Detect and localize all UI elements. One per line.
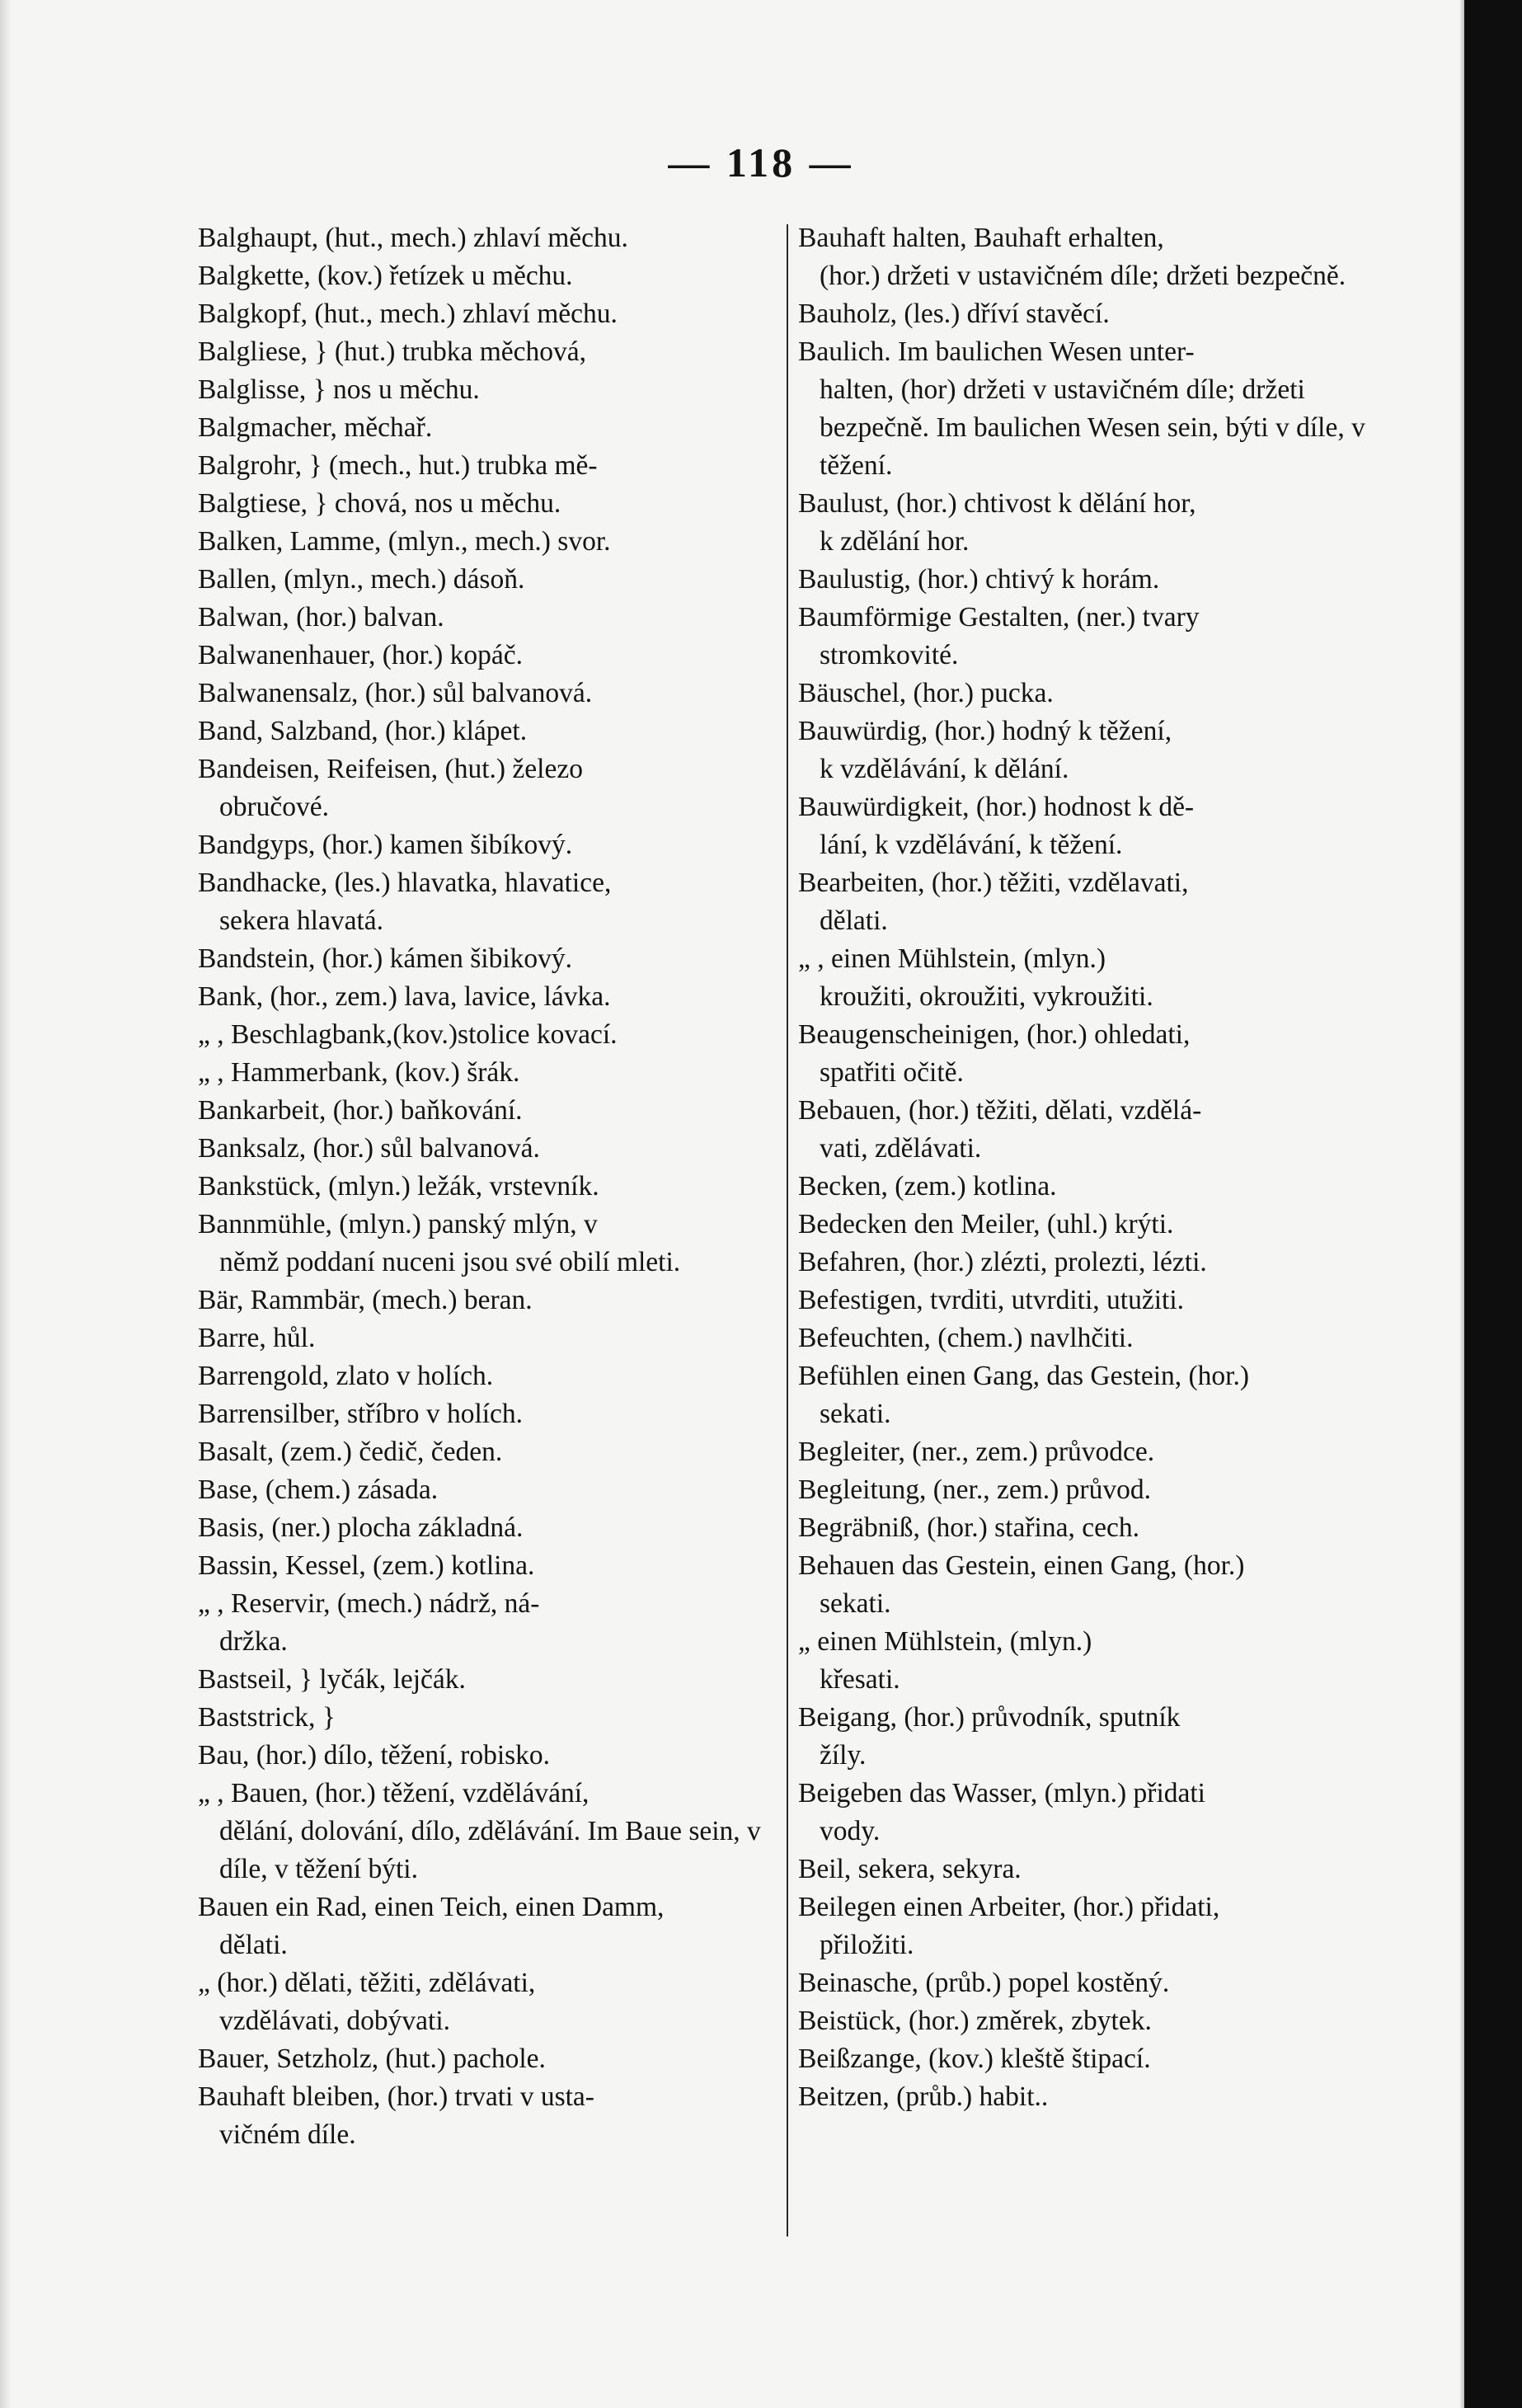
dictionary-entry [798, 1319, 1374, 1357]
entry-continuation: obručové. [219, 792, 330, 822]
entry-text: Balwan, (hor.) balvan. [198, 602, 444, 633]
entry-continuation: držka. [219, 1626, 288, 1657]
entry-text: Bankarbeit, (hor.) baňkování. [198, 1095, 523, 1126]
entry-text: „ , einen Mühlstein, (mlyn.) [798, 943, 1106, 974]
entry-text: Base, (chem.) zásada. [198, 1474, 439, 1505]
entry-continuation: sekati. [820, 1588, 891, 1619]
dictionary-entry [198, 1547, 779, 1585]
entry-text: Balwanensalz, (hor.) sůl balvanová. [198, 678, 593, 708]
entry-text: Bauen ein Rad, einen Teich, einen Damm, [198, 1892, 665, 1922]
entry-text: Behauen das Gestein, einen Gang, (hor.) [798, 1550, 1245, 1581]
entry-text: Begleitung, (ner., zem.) průvod. [798, 1474, 1151, 1505]
dictionary-entry [198, 219, 779, 257]
column-divider [787, 224, 788, 2236]
entry-text: Beistück, (hor.) změrek, zbytek. [798, 2006, 1152, 2036]
entry-continuation: dělati. [219, 1930, 288, 1960]
entry-continuation: k zdělání hor. [820, 526, 970, 557]
entry-text: Beilegen einen Arbeiter, (hor.) přidati, [798, 1892, 1220, 1922]
entry-text: Balgliese, } (hut.) trubka měchová, [198, 336, 586, 367]
entry-text: Bankstück, (mlyn.) ležák, vrstevník. [198, 1171, 599, 1202]
dictionary-entry [798, 940, 1374, 1016]
entry-text: Balghaupt, (hut., mech.) zhlaví měchu. [198, 223, 628, 253]
entry-text: Bauholz, (les.) dříví stavěcí. [798, 299, 1110, 329]
dictionary-entry [198, 1130, 779, 1168]
entry-text: Balgrohr, } (mech., hut.) trubka mě- [198, 450, 598, 481]
dictionary-entry [198, 826, 779, 864]
entry-text: Beigang, (hor.) průvodník, sputník [798, 1702, 1181, 1733]
dictionary-entry [798, 561, 1374, 599]
entry-text: Baulust, (hor.) chtivost k dělání hor, [798, 488, 1196, 519]
entry-text: Bannmühle, (mlyn.) panský mlýn, v [198, 1209, 598, 1239]
entry-text: Beigeben das Wasser, (mlyn.) přidati [798, 1778, 1205, 1808]
dictionary-entry [198, 485, 779, 523]
dictionary-entry [798, 1964, 1374, 2002]
dictionary-entry [198, 1395, 779, 1433]
dictionary-entry [798, 1471, 1374, 1509]
entry-text: Baulustig, (hor.) chtivý k horám. [798, 564, 1160, 595]
dictionary-entry [798, 1547, 1374, 1623]
entry-text: Beil, sekera, sekyra. [798, 1854, 1022, 1884]
entry-text: Band, Salzband, (hor.) klápet. [198, 716, 528, 746]
dictionary-entry [798, 1509, 1374, 1547]
dictionary-entry [198, 447, 779, 485]
entry-text: Baulich. Im baulichen Wesen unter- [798, 336, 1195, 367]
dictionary-entry [798, 2078, 1374, 2116]
dictionary-entry [798, 333, 1374, 485]
entry-continuation: dělání, dolování, dílo, zdělávání. Im Baue sein, v díle, v těžení býti. [219, 1816, 761, 1884]
dictionary-entry [798, 1775, 1374, 1851]
dictionary-entry [798, 599, 1374, 675]
dictionary-entry [798, 1357, 1374, 1433]
dictionary-entry [198, 523, 779, 561]
entry-text: Balglisse, } nos u měchu. [198, 374, 480, 405]
entry-text: Bedecken den Meiler, (uhl.) krýti. [798, 1209, 1174, 1239]
dictionary-entry [798, 1851, 1374, 1888]
dictionary-entry [198, 1699, 779, 1737]
entry-text: Bearbeiten, (hor.) těžiti, vzdělavati, [798, 868, 1189, 898]
dictionary-entry [798, 864, 1374, 940]
entry-text: Bandeisen, Reifeisen, (hut.) železo [198, 754, 583, 784]
entry-text: Baumförmige Gestalten, (ner.) tvary [798, 602, 1200, 633]
entry-text: Basalt, (zem.) čedič, čeden. [198, 1437, 503, 1467]
dictionary-entry [798, 1168, 1374, 1206]
dictionary-entry [198, 1168, 779, 1206]
entry-text: Bandhacke, (les.) hlavatka, hlavatice, [198, 868, 612, 898]
entry-text: Bauhaft halten, Bauhaft erhalten, [798, 223, 1164, 253]
entry-continuation: stromkovité. [820, 640, 959, 670]
right-column [798, 219, 1374, 2116]
entry-text: Bandgyps, (hor.) kamen šibíkový. [198, 830, 573, 860]
dictionary-entry [198, 940, 779, 978]
entry-continuation: němž poddaní nuceni jsou své obilí mleti. [219, 1247, 681, 1277]
entry-text: Banksalz, (hor.) sůl balvanová. [198, 1133, 540, 1164]
dictionary-entry [798, 219, 1374, 295]
dictionary-entry [198, 409, 779, 447]
dictionary-entry [198, 371, 779, 409]
entry-text: Bassin, Kessel, (zem.) kotlina. [198, 1550, 535, 1581]
entry-text: „ , Hammerbank, (kov.) šrák. [198, 1057, 520, 1088]
entry-text: Beißzange, (kov.) kleště štipací. [798, 2044, 1151, 2074]
dictionary-entry [198, 1775, 779, 1888]
entry-text: Befestigen, tvrditi, utvrditi, utužiti. [798, 1285, 1185, 1315]
entry-text: Beitzen, (průb.) habit.. [798, 2081, 1049, 2112]
dictionary-entry [198, 750, 779, 826]
dictionary-entry [198, 1737, 779, 1775]
dictionary-entry [798, 295, 1374, 333]
entry-text: Bau, (hor.) dílo, těžení, robisko. [198, 1740, 551, 1771]
entry-text: Bauwürdigkeit, (hor.) hodnost k dě- [798, 792, 1195, 822]
entry-continuation: (hor.) držeti v ustavičném díle; držeti bezpečně. [820, 261, 1346, 291]
dictionary-entry [798, 1244, 1374, 1282]
entry-text: Begleiter, (ner., zem.) průvodce. [798, 1437, 1155, 1467]
dictionary-entry [198, 1585, 779, 1661]
entry-text: Balgtiese, } chová, nos u měchu. [198, 488, 561, 519]
dictionary-entry [198, 1016, 779, 1054]
dictionary-entry [198, 864, 779, 940]
entry-continuation: halten, (hor) držeti v ustavičném díle; držeti bezpečně. Im baulichen Wesen sein, býti v díle, v těžení. [820, 374, 1365, 481]
entry-text: Bär, Rammbär, (mech.) beran. [198, 1285, 533, 1315]
dictionary-entry [198, 637, 779, 675]
entry-text: Balgkopf, (hut., mech.) zhlaví měchu. [198, 299, 618, 329]
dictionary-entry [198, 1319, 779, 1357]
dictionary-entry [798, 1699, 1374, 1775]
entry-text: Balgkette, (kov.) řetízek u měchu. [198, 261, 573, 291]
dictionary-entry [198, 2040, 779, 2078]
entry-continuation: vzdělávati, dobývati. [219, 2006, 451, 2036]
entry-text: „ , Bauen, (hor.) těžení, vzdělávání, [198, 1778, 590, 1808]
page-right-edge [1464, 0, 1522, 2408]
entry-continuation: žíly. [820, 1740, 867, 1771]
entry-text: Baststrick, } [198, 1702, 336, 1733]
entry-text: Befeuchten, (chem.) navlhčiti. [798, 1323, 1134, 1353]
entry-text: Bebauen, (hor.) těžiti, dělati, vzdělá- [798, 1095, 1202, 1126]
entry-text: Bank, (hor., zem.) lava, lavice, lávka. [198, 981, 611, 1012]
entry-text: Beinasche, (průb.) popel kostěný. [798, 1968, 1170, 1998]
dictionary-entry [798, 1888, 1374, 1964]
dictionary-entry [798, 788, 1374, 864]
dictionary-entry [198, 1964, 779, 2040]
dictionary-entry [198, 599, 779, 637]
dictionary-entry [198, 561, 779, 599]
page-number: — 118 — [668, 139, 854, 186]
entry-continuation: lání, k vzdělávání, k těžení. [820, 830, 1123, 860]
dictionary-entry [798, 2002, 1374, 2040]
dictionary-entry [198, 1206, 779, 1282]
entry-text: Balwanenhauer, (hor.) kopáč. [198, 640, 523, 670]
entry-text: Begräbniß, (hor.) stařina, cech. [798, 1512, 1139, 1543]
entry-continuation: vody. [820, 1816, 881, 1846]
entry-text: Bäuschel, (hor.) pucka. [798, 678, 1054, 708]
dictionary-entry [198, 713, 779, 750]
entry-text: „ , Beschlagbank,(kov.)stolice kovací. [198, 1019, 618, 1050]
page-left-shadow [0, 0, 12, 2408]
entry-continuation: vičném díle. [219, 2119, 356, 2150]
entry-text: Barrengold, zlato v holích. [198, 1361, 494, 1391]
entry-text: Balgmacher, měchař. [198, 412, 433, 443]
dictionary-entry [798, 713, 1374, 788]
dictionary-entry [198, 333, 779, 371]
dictionary-entry [198, 1357, 779, 1395]
entry-text: Befühlen einen Gang, das Gestein, (hor.) [798, 1361, 1250, 1391]
entry-text: Bauhaft bleiben, (hor.) trvati v usta- [198, 2081, 594, 2112]
dictionary-entry [798, 1016, 1374, 1092]
dictionary-entry [198, 1282, 779, 1319]
dictionary-entry [198, 1054, 779, 1092]
entry-text: Bauer, Setzholz, (hut.) pachole. [198, 2044, 546, 2074]
entry-text: „ , Reservir, (mech.) nádrž, ná- [198, 1588, 540, 1619]
entry-continuation: vati, zdělávati. [820, 1133, 982, 1164]
dictionary-entry [198, 295, 779, 333]
entry-continuation: přiložiti. [820, 1930, 914, 1960]
dictionary-entry [198, 675, 779, 713]
dictionary-entry [198, 1092, 779, 1130]
entry-text: Balken, Lamme, (mlyn., mech.) svor. [198, 526, 611, 557]
entry-text: Barre, hůl. [198, 1323, 316, 1353]
dictionary-entry [198, 1471, 779, 1509]
entry-continuation: k vzdělávání, k dělání. [820, 754, 1069, 784]
dictionary-entry [798, 485, 1374, 561]
dictionary-entry [798, 1092, 1374, 1168]
dictionary-entry [198, 1888, 779, 1964]
entry-continuation: dělati. [820, 905, 888, 936]
entry-text: „ (hor.) dělati, těžiti, zdělávati, [198, 1968, 536, 1998]
entry-text: Basis, (ner.) plocha základná. [198, 1512, 524, 1543]
dictionary-entry [198, 1509, 779, 1547]
entry-continuation: křesati. [820, 1664, 900, 1695]
entry-text: „ einen Mühlstein, (mlyn.) [798, 1626, 1092, 1657]
dictionary-entry [798, 1206, 1374, 1244]
entry-text: Becken, (zem.) kotlina. [798, 1171, 1057, 1202]
entry-text: Barrensilber, stříbro v holích. [198, 1399, 524, 1429]
dictionary-entry [198, 2078, 779, 2154]
entry-text: Bauwürdig, (hor.) hodný k těžení, [798, 716, 1172, 746]
entry-text: Beaugenscheinigen, (hor.) ohledati, [798, 1019, 1191, 1050]
entry-text: Bastseil, } lyčák, lejčák. [198, 1664, 466, 1695]
left-column [198, 219, 779, 2154]
entry-continuation: sekera hlavatá. [219, 905, 384, 936]
entry-continuation: sekati. [820, 1399, 891, 1429]
dictionary-entry [798, 1433, 1374, 1471]
dictionary-entry [198, 1661, 779, 1699]
dictionary-entry [798, 2040, 1374, 2078]
dictionary-entry [198, 978, 779, 1016]
dictionary-entry [798, 1623, 1374, 1699]
entry-text: Ballen, (mlyn., mech.) dásoň. [198, 564, 525, 595]
entry-text: Bandstein, (hor.) kámen šibikový. [198, 943, 573, 974]
dictionary-entry [798, 675, 1374, 713]
entry-text: Befahren, (hor.) zlézti, prolezti, lézti. [798, 1247, 1207, 1277]
dictionary-entry [198, 257, 779, 295]
dictionary-entry [198, 1433, 779, 1471]
entry-continuation: spatřiti očitě. [820, 1057, 964, 1088]
entry-continuation: kroužiti, okroužiti, vykroužiti. [820, 981, 1153, 1012]
dictionary-entry [798, 1282, 1374, 1319]
